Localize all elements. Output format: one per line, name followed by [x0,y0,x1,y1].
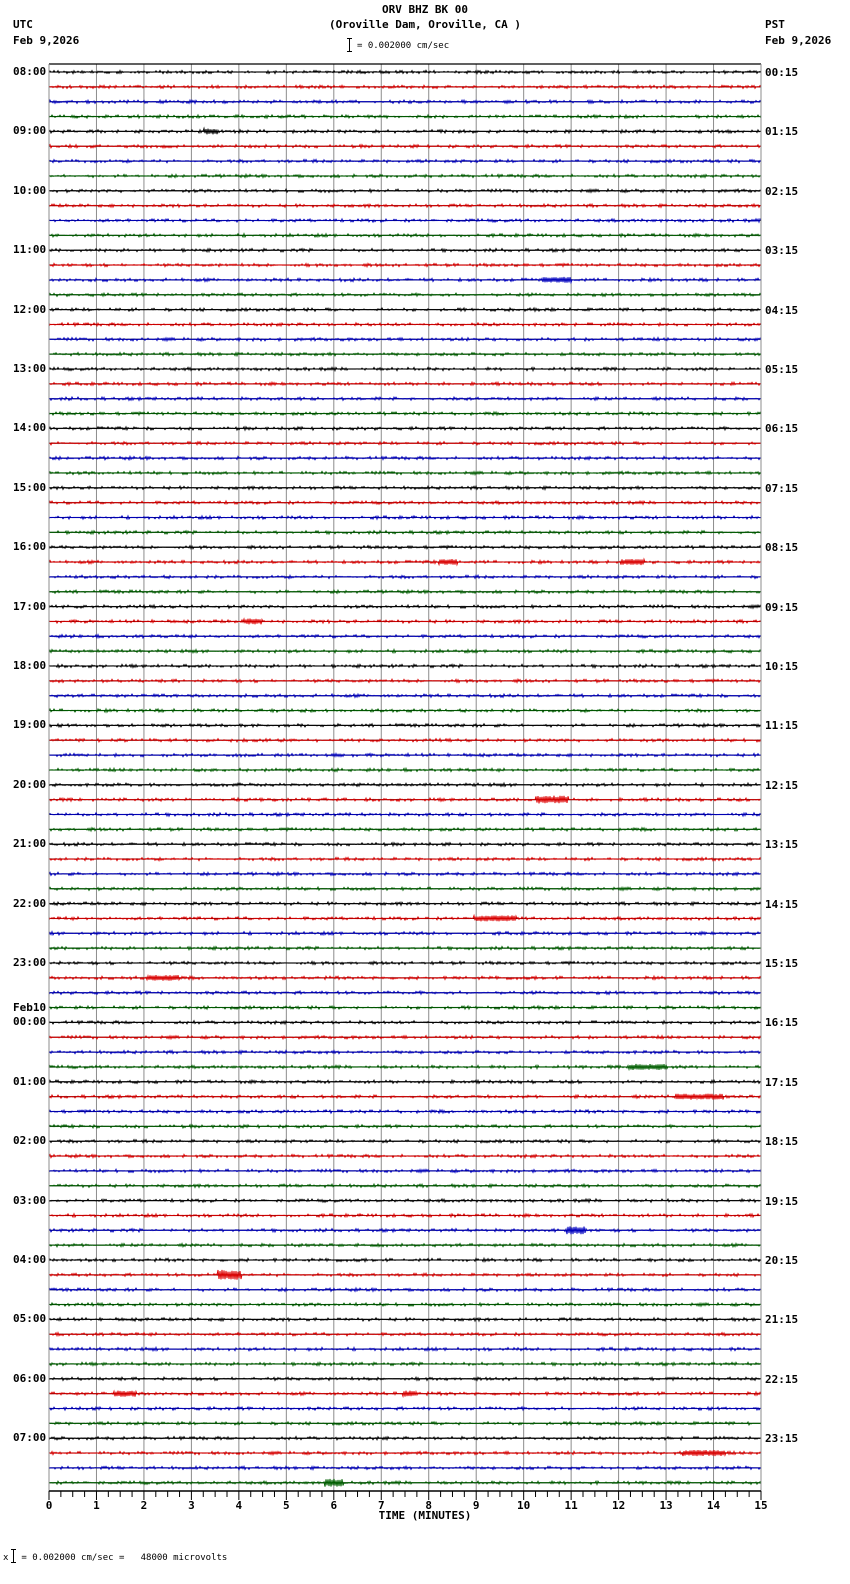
x-tick-label: 15 [754,1499,768,1512]
utc-hour-label: 11:00 [13,243,47,257]
x-tick-label: 9 [472,1499,480,1512]
minute-gridlines [96,64,713,1491]
utc-hour-label: 18:00 [13,659,47,672]
x-tick-label: 13 [659,1499,673,1512]
utc-hour-label: 15:00 [13,480,47,494]
x-tick-label: 0 [45,1499,53,1512]
utc-hour-label: 19:00 [13,718,47,732]
pst-time-label: 07:15 [765,481,799,495]
x-tick-label: 12 [611,1499,626,1512]
pst-time-label: 06:15 [765,422,799,436]
utc-hour-label: Feb10 [13,1000,47,1014]
pst-time-label: 09:15 [765,600,799,614]
utc-hour-label: 08:00 [13,65,47,78]
utc-hour-label: 06:00 [13,1371,47,1385]
left-timezone-label: UTC [13,18,33,31]
utc-hour-label: 07:00 [13,1431,47,1445]
utc-hour-label: 14:00 [13,421,47,435]
pst-time-label: 01:15 [765,125,799,139]
pst-time-label: 21:15 [765,1313,799,1327]
pst-time-label: 08:15 [765,541,799,555]
utc-hour-label: 22:00 [13,896,47,910]
scale-legend-text: = 0.002000 cm/sec [357,41,450,51]
utc-hour-label: 16:00 [13,540,47,554]
x-axis-title: TIME (MINUTES) [378,1509,472,1522]
pst-time-label: 23:15 [765,1432,799,1446]
pst-time-label: 17:15 [765,1075,799,1089]
utc-hour-label: 01:00 [13,1074,47,1088]
pst-time-label: 05:15 [765,363,799,376]
x-tick-label: 4 [235,1499,243,1512]
utc-hour-label: 05:00 [13,1312,47,1326]
utc-hour-label: 03:00 [13,1193,47,1207]
pst-time-label: 15:15 [765,957,799,970]
utc-hour-label: 17:00 [13,599,47,613]
right-date-label: Feb 9,2026 [765,34,832,47]
pst-time-label: 16:15 [765,1016,799,1030]
pst-time-label: 03:15 [765,244,799,258]
pst-time-label: 02:15 [765,184,799,198]
utc-hour-label: 23:00 [13,956,47,969]
utc-hour-label: 09:00 [13,124,47,138]
pst-time-label: 04:15 [765,303,799,317]
utc-hour-label: 00:00 [13,1015,47,1029]
station-location: (Oroville Dam, Oroville, CA ) [328,18,522,31]
x-tick-label: 1 [93,1499,100,1512]
pst-time-label: 18:15 [765,1135,799,1149]
pst-time-label: 22:15 [765,1372,799,1386]
left-date-label: Feb 9,2026 [13,34,80,47]
utc-hour-label: 21:00 [13,837,47,851]
utc-hour-label: 04:00 [13,1253,47,1266]
footer-prefix: x [3,1553,9,1563]
x-tick-label: 3 [188,1499,195,1512]
scale-bar-icon [13,1549,19,1563]
pst-time-label: 14:15 [765,897,799,911]
right-timezone-label: PST [765,18,785,31]
x-tick-label: 8 [425,1499,433,1512]
pst-time-label: 00:15 [765,66,799,79]
pst-time-label: 13:15 [765,838,799,852]
utc-hour-label: 13:00 [13,362,47,375]
seismic-traces [49,70,761,1486]
x-tick-label: 7 [377,1499,385,1512]
pst-time-label: 12:15 [765,778,799,792]
pst-time-label: 11:15 [765,719,799,733]
footer-text: = 0.002000 cm/sec = 48000 microvolts [21,1553,228,1563]
utc-hour-label: 10:00 [13,183,47,197]
x-tick-label: 6 [330,1499,338,1512]
footer-scale-note [3,1549,227,1564]
pst-time-label: 20:15 [765,1254,799,1267]
x-tick-label: 2 [140,1499,148,1512]
x-tick-label: 11 [564,1499,578,1512]
x-tick-label: 10 [517,1499,531,1512]
x-tick-label: 14 [706,1499,721,1512]
x-tick-label: 5 [283,1499,290,1512]
pst-time-label: 10:15 [765,660,799,673]
utc-hour-label: 02:00 [13,1134,47,1148]
pst-time-label: 19:15 [765,1194,799,1208]
station-title: ORV BHZ BK 00 [381,3,469,16]
utc-hour-label: 12:00 [13,302,47,316]
utc-hour-label: 20:00 [13,777,47,791]
